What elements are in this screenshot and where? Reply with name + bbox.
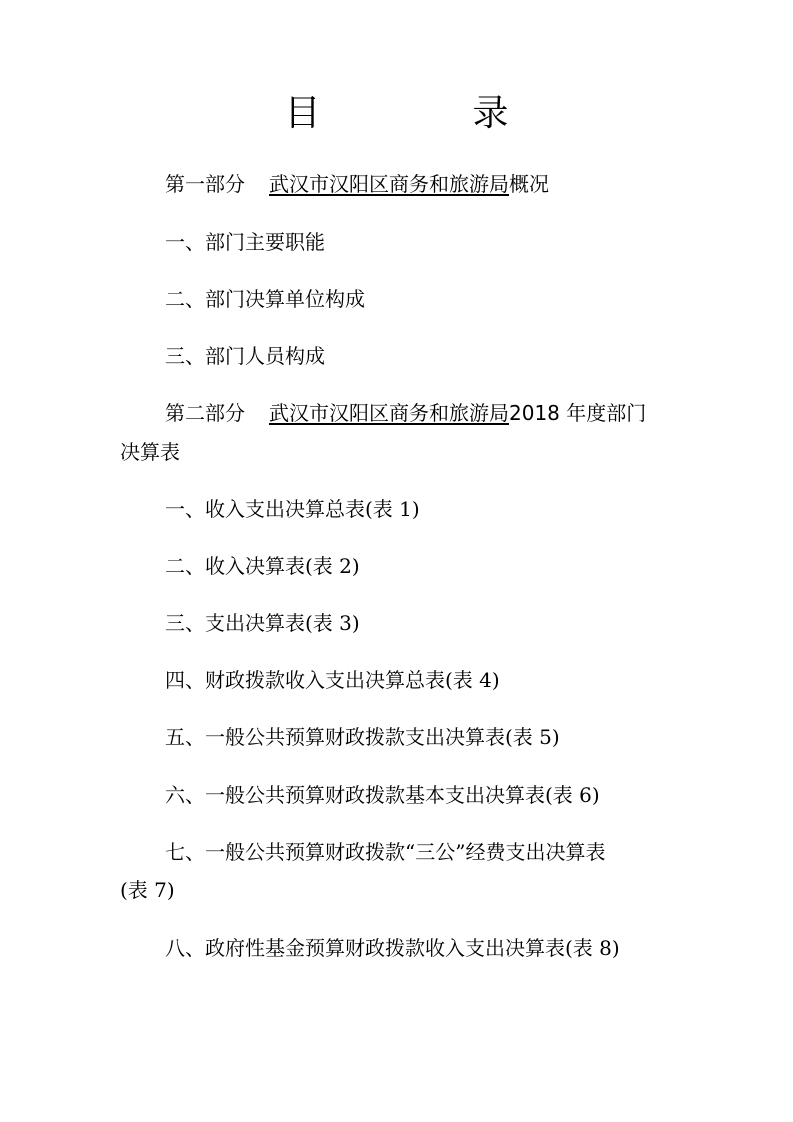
part1-item-2: 二、部门决算单位构成	[165, 287, 365, 311]
part2-item-7: 七、一般公共预算财政拨款“三公”经费支出决算表	[165, 840, 606, 864]
part1-suffix: 概况	[509, 172, 549, 196]
part1-org: 武汉市汉阳区商务和旅游局	[269, 172, 509, 196]
part2-item-5: 五、一般公共预算财政拨款支出决算表(表 5)	[165, 725, 560, 749]
part2-item-8: 八、政府性基金预算财政拨款收入支出决算表(表 8)	[165, 936, 620, 960]
part2-item-7-cont: (表 7)	[120, 878, 175, 902]
part1-item-3: 三、部门人员构成	[165, 344, 325, 368]
part2-heading	[165, 403, 646, 423]
part2-item-4: 四、财政拨款收入支出决算总表(表 4)	[165, 668, 500, 692]
part2-org: 武汉市汉阳区商务和旅游局	[269, 401, 509, 425]
part2-item-1: 一、收入支出决算总表(表 1)	[165, 497, 420, 521]
part2-heading-cont: 决算表	[120, 440, 180, 464]
part1-label: 第一部分	[165, 172, 245, 196]
part2-item-2: 二、收入决算表(表 2)	[165, 554, 360, 578]
page-title: 目 录	[284, 93, 567, 134]
part2-item-3: 三、支出决算表(表 3)	[165, 611, 360, 635]
part2-item-6: 六、一般公共预算财政拨款基本支出决算表(表 6)	[165, 783, 600, 807]
part1-item-1: 一、部门主要职能	[165, 230, 325, 254]
part2-label: 第二部分	[165, 401, 245, 425]
part1-heading	[165, 174, 549, 194]
part2-suffix-line1: 2018 年度部门	[509, 401, 647, 425]
